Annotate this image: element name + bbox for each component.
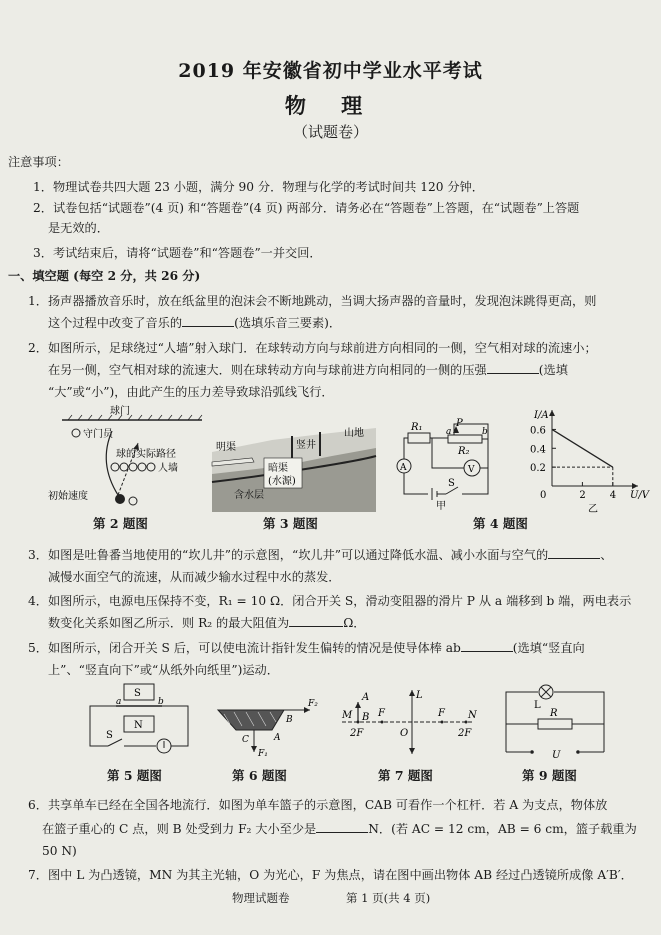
point-b-label: B — [286, 715, 293, 725]
b-end-label: b — [158, 697, 164, 707]
answer-blank[interactable] — [182, 314, 234, 327]
q3-text: 3．如图是吐鲁番当地使用的“坎儿井”的示意图，“坎儿井”可以通过降低水温、减小水面与空气的 — [28, 548, 549, 562]
x-tick-label: 4 — [609, 490, 617, 501]
y-axis-arrow — [549, 410, 555, 416]
initial-velocity-label: 初始速度 — [48, 491, 88, 502]
figure-2 — [40, 403, 210, 511]
voltmeter-label: V — [468, 465, 475, 475]
figure-4-graph — [526, 406, 650, 516]
a-end-label: a — [116, 697, 122, 707]
question-2-line3: “大”或“小”)，由此产生的压力差导致球沿弧线飞行． — [48, 385, 334, 399]
answer-blank[interactable] — [548, 546, 600, 559]
two-f-left-label: 2F — [350, 728, 364, 739]
aquifer-label: 含水层 — [234, 490, 264, 501]
y-tick-label: 0.2 — [530, 463, 546, 475]
a-label: A — [362, 692, 370, 703]
jia-label: 甲 — [436, 501, 446, 512]
q6-text: N．(若 AC = 12 cm，AB = 6 cm，篮子载重为 — [368, 822, 637, 836]
s-pole-label: S — [134, 688, 141, 699]
q5-text: (选填“竖直向 — [512, 641, 585, 655]
question-2-line2 — [48, 360, 568, 380]
voltage-label: U — [552, 750, 561, 761]
figure-3-caption: 第 3 题图 — [263, 516, 318, 531]
q2-text: 在另一侧，空气相对球的流速大．则在球转动方向与球前进方向相同的一侧的压强 — [48, 363, 487, 377]
figure-3 — [212, 422, 376, 512]
p-label: P — [456, 418, 463, 429]
q4-text: 数变化关系如图乙所示．则 R₂ 的最大阻值为 — [48, 616, 290, 630]
question-4-line2 — [48, 613, 365, 633]
question-2: 2．如图所示，足球绕过“人墙”射入球门．在球转动方向与球前进方向相同的一侧，空气相对球的流速小； — [28, 341, 597, 355]
m-label: M — [342, 710, 353, 721]
q6-text: 在篮子重心的 C 点，则 B 处受到力 F₂ 大小至少是 — [42, 822, 317, 836]
answer-blank[interactable] — [316, 820, 368, 833]
ammeter-label: A — [400, 463, 407, 473]
question-3-line2: 减慢水面空气的流速，从而减少输水过程中水的蒸发． — [48, 570, 341, 584]
y-axis-label: I/A — [534, 410, 549, 421]
point-a-label: A — [274, 733, 281, 743]
q2-text: (选填 — [538, 363, 568, 377]
note-item: 3．考试结束后，请将“试题卷”和“答题卷”一并交回． — [33, 246, 322, 260]
answer-blank[interactable] — [461, 639, 513, 652]
lamp-label: L — [534, 700, 541, 711]
o-label: O — [400, 728, 409, 739]
water-source-label: (水源) — [268, 476, 296, 487]
figure-6-caption: 第 6 题图 — [232, 768, 287, 783]
f2-label: F₂ — [308, 699, 318, 709]
figure-7 — [338, 688, 478, 758]
switch-label: S — [106, 730, 113, 741]
x-axis-arrow — [632, 483, 638, 489]
figure-5 — [86, 684, 192, 764]
x-axis-label: U/V — [630, 490, 650, 501]
page-number: 第 1 页(共 4 页) — [346, 891, 431, 905]
goal-label: 球门 — [110, 406, 130, 417]
figure-5-caption: 第 5 题图 — [107, 768, 162, 783]
hidden-channel-label: 暗渠 — [268, 463, 288, 474]
yi-label: 乙 — [588, 504, 598, 515]
point-c-label: C — [242, 735, 249, 745]
wall-label: 人墙 — [158, 463, 178, 474]
question-6: 6．共享单车已经在全国各地流行．如图为单车篮子的示意图，CAB 可看作一个杠杆．若 A 为支点，物体放 — [28, 798, 608, 812]
b-label: B — [362, 712, 370, 723]
question-3 — [28, 545, 612, 565]
path-label: 球的实际路径 — [116, 449, 176, 460]
b-label: b — [482, 427, 488, 437]
question-5-line2: 上”、“竖直向下”或“从纸外向纸里”)运动． — [48, 663, 279, 677]
x-tick-label: 2 — [579, 490, 586, 501]
q5-text: 5．如图所示，闭合开关 S 后，可以使电流计指针发生偏转的情况是使导体棒 ab — [28, 641, 461, 655]
answer-blank[interactable] — [487, 361, 539, 374]
open-channel-label: 明渠 — [216, 442, 236, 453]
note-item: 2．试卷包括“试题卷”(4 页) 和“答题卷”(4 页) 两部分．请务必在“答题卷”上答题，在“试题卷”上答题 — [33, 201, 580, 215]
f-left-label: F — [378, 708, 385, 719]
footer-label: 物理试题卷 — [232, 891, 290, 905]
question-6-line2 — [42, 819, 637, 839]
goalkeeper-label: 守门员 — [83, 429, 113, 440]
r2-label: R₂ — [458, 446, 470, 457]
figure-4-caption: 第 4 题图 — [473, 516, 528, 531]
r1-label: R₁ — [411, 422, 423, 433]
note-item: 1．物理试卷共四大题 23 小题，满分 90 分．物理与化学的考试时间共 120 分钟． — [33, 180, 484, 194]
note-item: 是无效的． — [48, 221, 109, 235]
question-1: 1．扬声器播放音乐时，放在纸盆里的泡沫会不断地跳动，当调大扬声器的音量时，发现泡沫跳得更高，则 — [28, 294, 597, 308]
question-1-line2 — [48, 313, 341, 333]
origin-label: 0 — [540, 490, 547, 501]
f1-label: F₁ — [258, 749, 268, 759]
paper-type: （试题卷） — [292, 123, 368, 141]
two-f-right-label: 2F — [458, 728, 472, 739]
figure-4-circuit — [384, 414, 499, 510]
q1-text: 这个过程中改变了音乐的 — [48, 316, 183, 330]
lens-label: L — [416, 690, 423, 701]
figure-9-caption: 第 9 题图 — [522, 768, 577, 783]
f-right-label: F — [438, 708, 445, 719]
q3-text: 、 — [600, 548, 613, 562]
question-6-line3: 50 N) — [42, 844, 77, 858]
n-label: N — [468, 710, 477, 721]
mountain-label: 山地 — [344, 428, 364, 439]
exam-title: 2019 年安徽省初中学业水平考试 — [178, 60, 483, 82]
question-5 — [28, 638, 585, 658]
notes-label: 注意事项： — [8, 155, 69, 169]
q1-text: (选填乐音三要素)． — [234, 316, 342, 330]
n-pole-label: N — [134, 720, 143, 731]
question-4: 4．如图所示，电源电压保持不变，R₁ = 10 Ω．闭合开关 S，滑动变阻器的滑片 P 从 a 端移到 b 端，两电表示 — [28, 594, 632, 608]
y-tick-label: 0.6 — [530, 425, 546, 437]
figure-2-caption: 第 2 题图 — [93, 516, 148, 531]
section-heading: 一、填空题 (每空 2 分，共 26 分) — [8, 269, 201, 283]
subject-title: 物 理 — [284, 93, 377, 118]
iu-line — [552, 429, 613, 467]
figure-7-caption: 第 7 题图 — [378, 768, 433, 783]
y-tick-label: 0.4 — [530, 444, 546, 456]
switch-label: S — [448, 478, 455, 489]
resistor-label: R — [550, 708, 558, 719]
question-7: 7．图中 L 为凸透镜，MN 为其主光轴，O 为光心，F 为焦点，请在图中画出物体 AB 经过凸透镜所成像 A′B′． — [28, 868, 633, 882]
answer-blank[interactable] — [289, 614, 343, 627]
figure-6 — [214, 700, 318, 764]
figure-9 — [500, 682, 610, 762]
q4-text: Ω． — [343, 616, 366, 630]
a-label: a — [446, 427, 452, 437]
shaft-label: 竖井 — [296, 440, 316, 451]
